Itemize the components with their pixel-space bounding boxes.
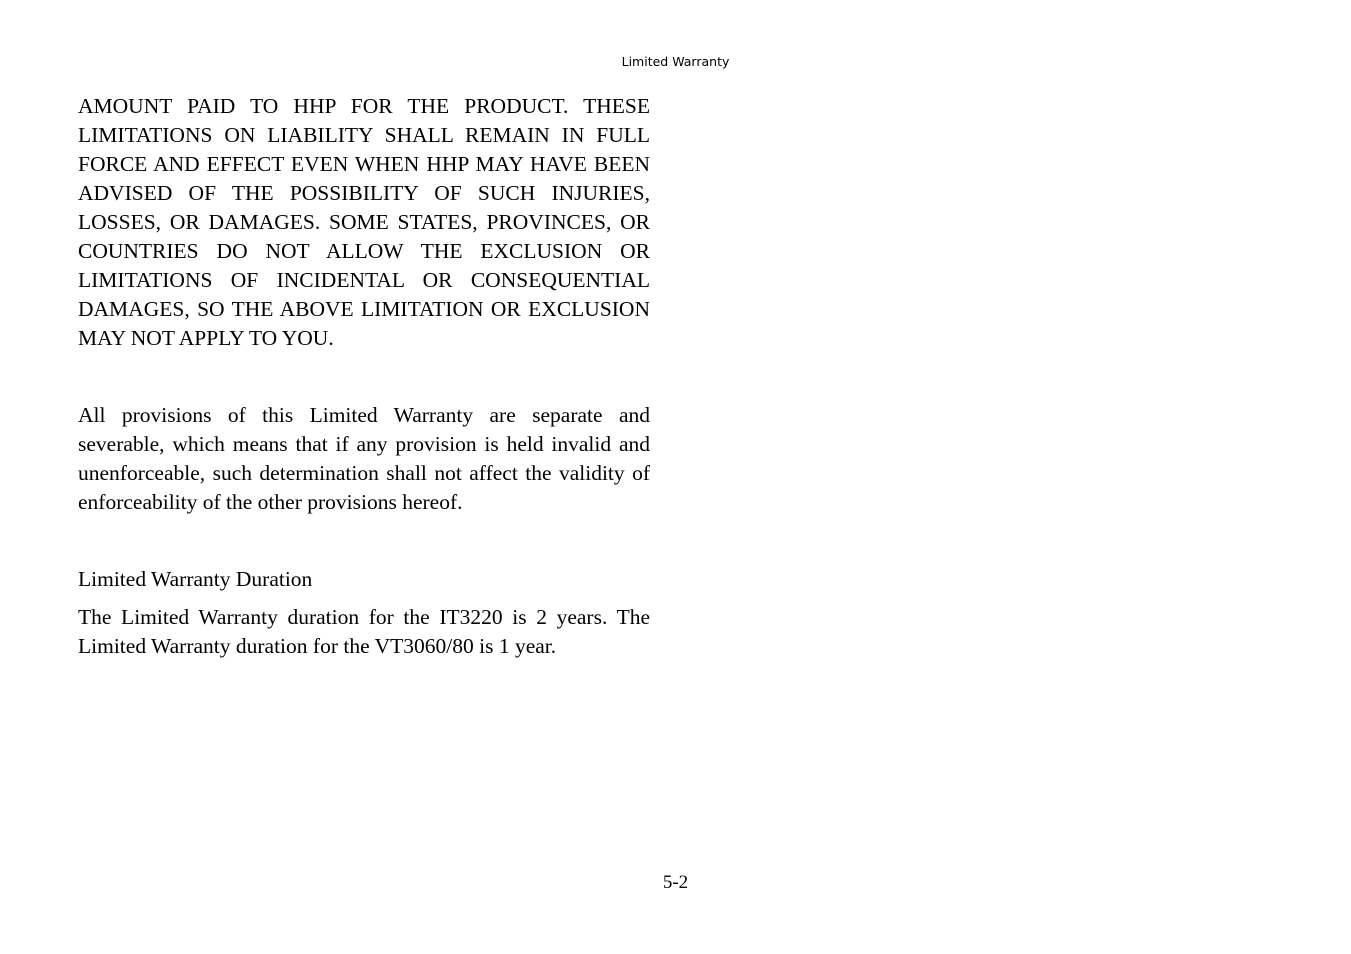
warranty-duration-paragraph: The Limited Warranty duration for the IT3220 is 2 years. The Limited Warranty duration for the VT3060/80 is 1 year. <box>78 605 650 658</box>
warranty-duration-heading: Limited Warranty Duration <box>78 567 313 591</box>
liability-limitations-paragraph: AMOUNT PAID TO HHP FOR THE PRODUCT. THESE LIMITATIONS ON LIABILITY SHALL REMAIN IN FULL FORCE AND EFFECT EVEN WHEN HHP MAY HAVE BEEN ADVISED OF THE POSSIBILITY OF SUCH INJURIES, LOSSES, OR DAMAGES. SOME STATES, PROVINCES, OR COUNTRIES DO NOT ALLOW THE EXCLUSION OR LIMITATIONS OF INCIDENTAL OR CONSEQUENTIAL DAMAGES, SO THE ABOVE LIMITATION OR EXCLUSION MAY NOT APPLY TO YOU. <box>78 94 650 350</box>
severability-paragraph: All provisions of this Limited Warranty are separate and severable, which means that if any provision is held invalid and unenforceable, such determination shall not affect the validity of enforceability of the other provisions hereof. <box>78 403 650 514</box>
page-number: 5-2 <box>662 872 689 893</box>
running-header: Limited Warranty <box>621 54 730 69</box>
page-body <box>78 92 650 661</box>
